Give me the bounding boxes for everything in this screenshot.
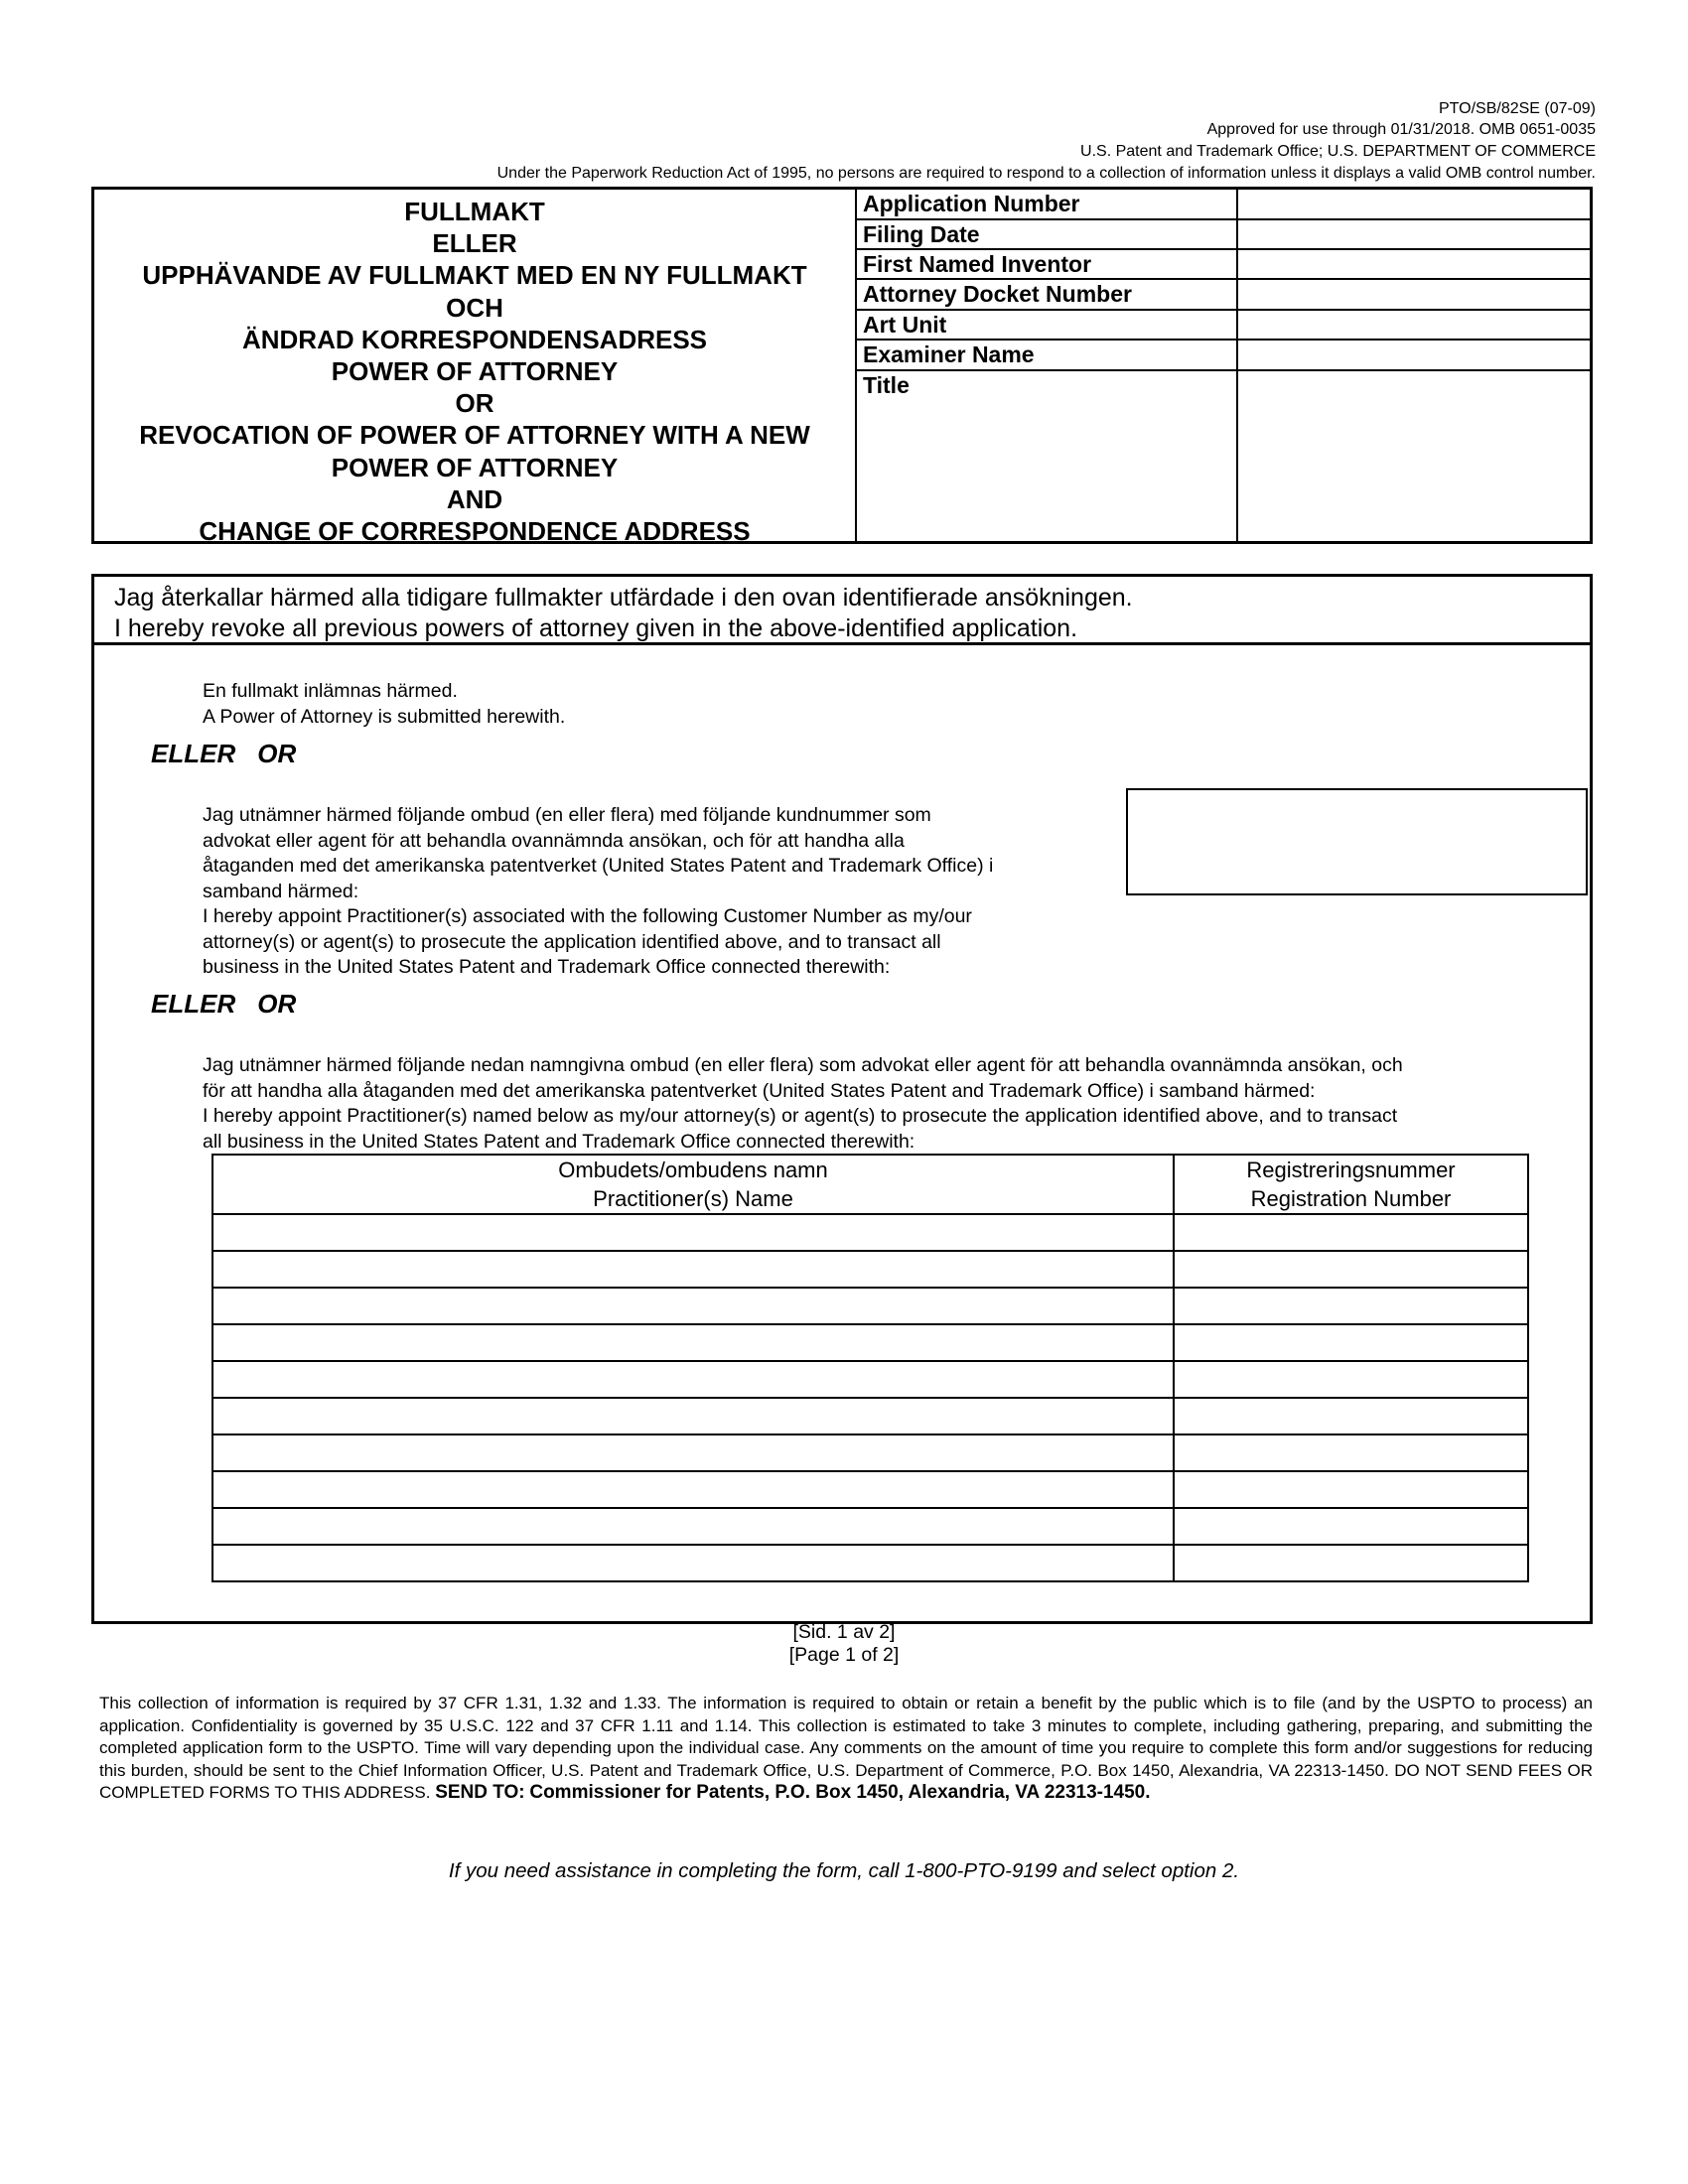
option-customer-number-line: advokat eller agent för att behandla ovannämnda ansökan, och för att handha alla — [203, 829, 905, 852]
title-line: ELLER — [432, 228, 517, 259]
option-customer-number-line: business in the United States Patent and Trademark Office connected therewith: — [203, 956, 891, 978]
registration-number-cell[interactable] — [1174, 1251, 1528, 1288]
option-submit-poa — [203, 679, 565, 730]
practitioner-name-cell[interactable] — [212, 1545, 1174, 1581]
registration-number-cell[interactable] — [1174, 1471, 1528, 1508]
registration-number-cell[interactable] — [1174, 1214, 1528, 1251]
table-row — [212, 1398, 1528, 1434]
application-number-row — [857, 190, 1590, 220]
customer-number-field[interactable] — [1126, 788, 1588, 895]
page-number-en: [Page 1 of 2] — [788, 1644, 900, 1666]
attorney-docket-number-label: Attorney Docket Number — [863, 281, 1132, 307]
practitioner-name-header-sv: Ombudets/ombudens namn — [558, 1158, 828, 1182]
table-row — [212, 1324, 1528, 1361]
burden-statement — [99, 1693, 1593, 1805]
paperwork-notice: Under the Paperwork Reduction Act of 1995, no persons are required to respond to a collection of information unless it displays a valid OMB control number. — [496, 165, 1596, 182]
art-unit-field[interactable] — [1236, 311, 1590, 339]
filing-date-row — [857, 220, 1590, 250]
form-number: PTO/SB/82SE (07-09) — [1439, 100, 1596, 117]
agency-name: U.S. Patent and Trademark Office; U.S. DEPARTMENT OF COMMERCE — [1080, 143, 1596, 160]
registration-number-cell[interactable] — [1174, 1324, 1528, 1361]
or-separator-sv: ELLER — [151, 989, 236, 1019]
practitioner-name-cell[interactable] — [212, 1361, 1174, 1398]
table-row — [212, 1288, 1528, 1324]
revocation-statement — [94, 577, 1590, 645]
registration-number-header-en: Registration Number — [1250, 1186, 1452, 1211]
application-info-table — [857, 190, 1590, 541]
practitioner-name-cell[interactable] — [212, 1324, 1174, 1361]
title-line: CHANGE OF CORRESPONDENCE ADDRESS — [199, 516, 751, 547]
page-number-sv: [Sid. 1 av 2] — [792, 1621, 896, 1643]
practitioner-name-cell[interactable] — [212, 1214, 1174, 1251]
art-unit-row — [857, 311, 1590, 341]
registration-number-cell[interactable] — [1174, 1545, 1528, 1581]
registration-number-cell[interactable] — [1174, 1361, 1528, 1398]
or-separator — [151, 739, 296, 768]
or-separator-en: OR — [257, 989, 297, 1019]
title-label: Title — [863, 372, 910, 398]
form-title — [94, 190, 857, 547]
table-row — [212, 1471, 1528, 1508]
title-line: OR — [455, 388, 494, 419]
attorney-docket-number-row — [857, 280, 1590, 311]
table-row — [212, 1361, 1528, 1398]
option-named-line: Jag utnämner härmed följande nedan namngivna ombud (en eller flera) som advokat eller agent för att behandla ovannämnda ansökan, och — [203, 1054, 1403, 1076]
practitioner-name-cell[interactable] — [212, 1471, 1174, 1508]
table-row — [212, 1508, 1528, 1545]
first-named-inventor-field[interactable] — [1236, 250, 1590, 278]
header-box — [91, 187, 1593, 547]
table-row — [212, 1545, 1528, 1581]
burden-text: This collection of information is required by 37 CFR 1.31, 1.32 and 1.33. The information is required to obtain or retain a benefit by the public which is to file (and by the USPTO to process) an application. Confidentiality is governed by 35 U.S.C. 122 and 37 CFR 1.11 and 1.14. This collection is estimated to take 3 minutes to complete, including gathering, preparing, and submitting the completed application form to the USPTO. Time will vary depending upon the individual case. Any comments on the amount of time you require to complete this form and/or suggestions for reducing this burden, should be sent to the Chief Information Officer, U.S. Patent and Trademark Office, U.S. Department of Commerce, P.O. Box 1450, Alexandria, VA 22313-1450. DO NOT SEND FEES OR COMPLETED FORMS TO THIS ADDRESS. — [99, 1694, 1593, 1802]
send-to-label: SEND TO: — [435, 1782, 525, 1803]
filing-date-label: Filing Date — [863, 221, 980, 247]
or-separator — [151, 989, 296, 1019]
send-to-address: Commissioner for Patents, P.O. Box 1450, Alexandria, VA 22313-1450. — [529, 1782, 1151, 1803]
title-field[interactable] — [1236, 371, 1590, 541]
attorney-docket-number-field[interactable] — [1236, 280, 1590, 309]
title-line: ÄNDRAD KORRESPONDENSADRESS — [241, 324, 708, 354]
registration-number-header — [1174, 1155, 1528, 1214]
option-submit-poa-en: A Power of Attorney is submitted herewith. — [203, 705, 566, 728]
application-number-label: Application Number — [863, 191, 1080, 216]
registration-number-header-sv: Registreringsnummer — [1246, 1158, 1456, 1182]
or-separator-sv: ELLER — [151, 739, 236, 768]
option-named-line: all business in the United States Patent and Trademark Office connected therewith: — [203, 1130, 915, 1153]
option-customer-number-line: åtaganden med det amerikanska patentverket (United States Patent and Trademark Office) i — [203, 855, 994, 877]
revocation-text-en: I hereby revoke all previous powers of attorney given in the above-identified application. — [114, 614, 1078, 642]
option-named-line: I hereby appoint Practitioner(s) named below as my/our attorney(s) or agent(s) to prosecute the application identified above, and to transact — [203, 1105, 1398, 1127]
registration-number-cell[interactable] — [1174, 1288, 1528, 1324]
registration-number-cell[interactable] — [1174, 1434, 1528, 1471]
practitioner-name-header-en: Practitioner(s) Name — [593, 1186, 793, 1211]
option-customer-number-line: attorney(s) or agent(s) to prosecute the application identified above, and to transact all — [203, 930, 941, 953]
practitioner-name-cell[interactable] — [212, 1288, 1174, 1324]
practitioner-table — [211, 1154, 1529, 1582]
option-customer-number-line: I hereby appoint Practitioner(s) associated with the following Customer Number as my/our — [203, 905, 972, 927]
title-line: POWER OF ATTORNEY — [331, 356, 619, 387]
table-row — [212, 1434, 1528, 1471]
table-row — [212, 1251, 1528, 1288]
option-submit-poa-sv: En fullmakt inlämnas härmed. — [203, 680, 458, 702]
title-line: OCH — [446, 292, 503, 323]
practitioner-name-cell[interactable] — [212, 1508, 1174, 1545]
registration-number-cell[interactable] — [1174, 1508, 1528, 1545]
assistance-note: If you need assistance in completing the form, call 1-800-PTO-9199 and select option 2. — [448, 1859, 1240, 1882]
table-header-row — [212, 1155, 1528, 1214]
first-named-inventor-row — [857, 250, 1590, 280]
examiner-name-row — [857, 341, 1590, 371]
examiner-name-field[interactable] — [1236, 341, 1590, 369]
option-named-line: för att handha alla åtaganden med det amerikanska patentverket (United States Patent and Trademark Office) i samband härmed: — [203, 1079, 1316, 1102]
filing-date-field[interactable] — [1236, 220, 1590, 248]
revocation-text-sv: Jag återkallar härmed alla tidigare fullmakter utfärdade i den ovan identifierade ansökningen. — [114, 584, 1133, 612]
title-row — [857, 371, 1590, 541]
option-customer-number-line: Jag utnämner härmed följande ombud (en eller flera) med följande kundnummer som — [203, 804, 931, 826]
option-named-practitioners — [203, 1053, 1403, 1155]
first-named-inventor-label: First Named Inventor — [863, 251, 1092, 277]
or-separator-en: OR — [257, 739, 297, 768]
omb-approval: Approved for use through 01/31/2018. OMB 0651-0035 — [1206, 121, 1596, 138]
option-customer-number-line: samband härmed: — [203, 880, 359, 902]
title-line: REVOCATION OF POWER OF ATTORNEY WITH A NEW — [139, 420, 810, 451]
practitioner-name-cell[interactable] — [212, 1434, 1174, 1471]
registration-number-cell[interactable] — [1174, 1398, 1528, 1434]
practitioner-name-cell[interactable] — [212, 1398, 1174, 1434]
title-line: UPPHÄVANDE AV FULLMAKT MED EN NY FULLMAKT — [142, 260, 807, 291]
practitioner-name-header — [212, 1155, 1174, 1214]
table-row — [212, 1214, 1528, 1251]
examiner-name-label: Examiner Name — [863, 341, 1035, 367]
title-line: AND — [446, 483, 503, 514]
title-line: POWER OF ATTORNEY — [331, 452, 619, 482]
title-line: FULLMAKT — [404, 197, 545, 226]
option-customer-number — [203, 803, 993, 981]
art-unit-label: Art Unit — [863, 312, 947, 338]
practitioner-name-cell[interactable] — [212, 1251, 1174, 1288]
application-number-field[interactable] — [1236, 190, 1590, 218]
